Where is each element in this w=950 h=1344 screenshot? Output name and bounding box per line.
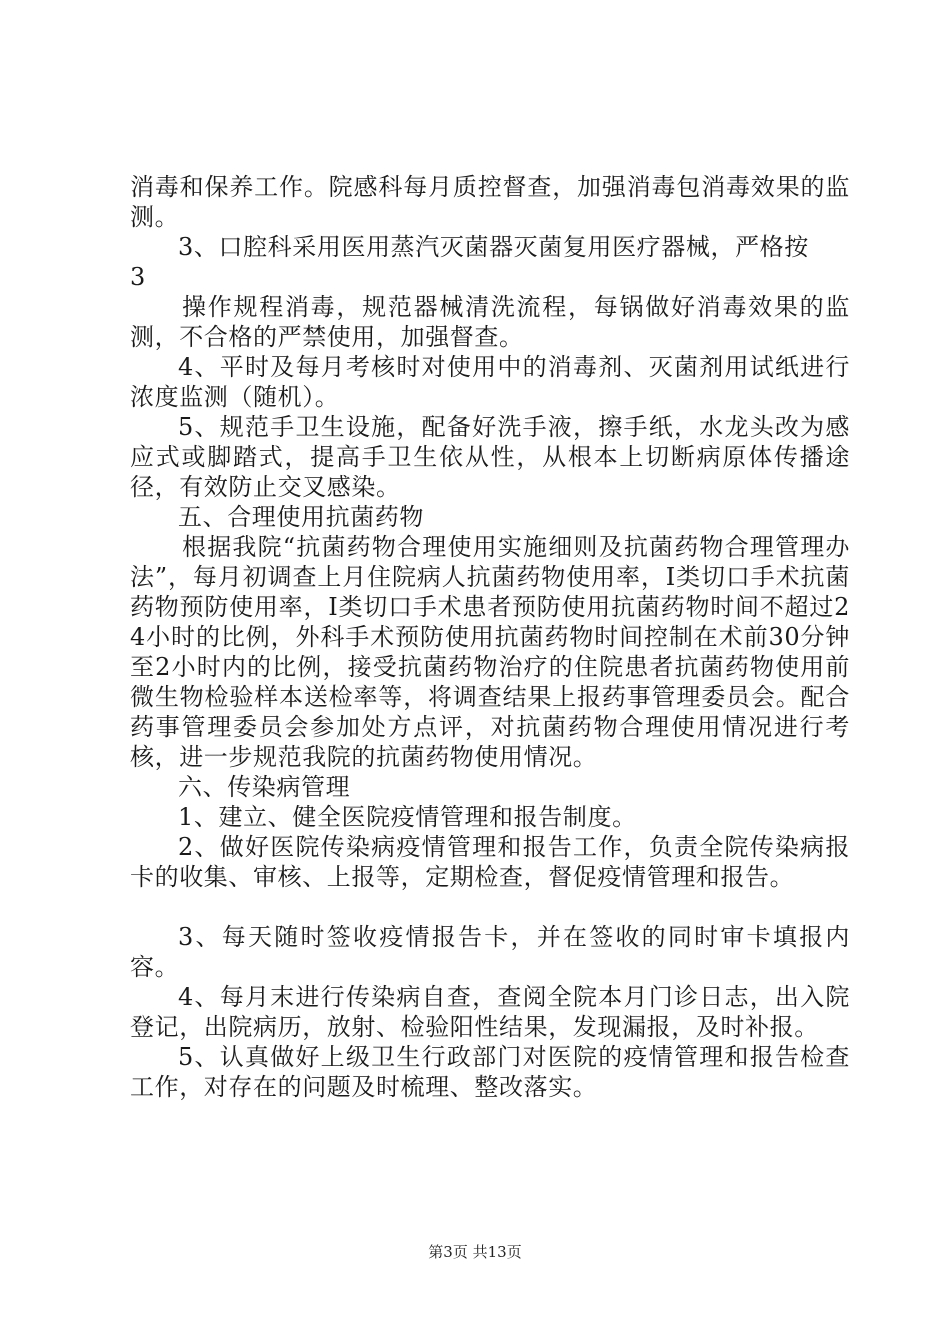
paragraph-item-3-dental: 3、口腔科采用医用蒸汽灭菌器灭菌复用医疗器械，严格按 xyxy=(178,233,809,261)
paragraph-antibiotics: 根据我院“抗菌药物合理使用实施细则及抗菌药物合理管理办法”，每月初调查上月住院病人抗菌药物使用率，Ⅰ类切口手术抗菌药物预防使用率，Ⅰ类切口手术患者预防使用抗菌药物时间不超过24小时的比例，外科手术预防使用抗菌药物时间控制在术前30分钟至2小时内的比例，接受抗菌药物治疗的住院患者抗菌药物使用前微生物检验样本送检率等，将调查结果上报药事管理委员会。配合药事管理委员会参加处方点评，对抗菌药物合理使用情况进行考核，进一步规范我院的抗菌药物使用情况。 xyxy=(130,533,850,771)
paragraph-item-5-hand-hygiene: 5、规范手卫生设施，配备好洗手液，擦手纸，水龙头改为感应式或脚踏式，提高手卫生依从性，从根本上切断病原体传播途径，有效防止交叉感染。 xyxy=(130,413,850,501)
paragraph-item-1-system: 1、建立、健全医院疫情管理和报告制度。 xyxy=(178,803,637,831)
paragraph-item-5-inspection: 5、认真做好上级卫生行政部门对医院的疫情管理和报告检查工作，对存在的问题及时梳理、整改落实。 xyxy=(130,1043,850,1101)
paragraph-continuation: 消毒和保养工作。院感科每月质控督查，加强消毒包消毒效果的监测。 xyxy=(130,173,850,231)
paragraph-item-2-reporting: 2、做好医院传染病疫情管理和报告工作，负责全院传染病报卡的收集、审核、上报等，定期检查，督促疫情管理和报告。 xyxy=(130,833,850,891)
paragraph-procedure: 操作规程消毒，规范器械清洗流程，每锅做好消毒效果的监测，不合格的严禁使用，加强督查。 xyxy=(130,293,850,351)
paragraph-item-4-concentration: 4、平时及每月考核时对使用中的消毒剂、灭菌剂用试纸进行浓度监测（随机）。 xyxy=(130,353,850,411)
stray-page-number: 3 xyxy=(130,263,146,291)
blank-line xyxy=(130,892,850,922)
paragraph-item-3-cards: 3、每天随时签收疫情报告卡，并在签收的同时审卡填报内容。 xyxy=(130,923,850,981)
page-footer: 第3页 共13页 xyxy=(428,1243,522,1261)
section-heading-antibiotics: 五、合理使用抗菌药物 xyxy=(178,503,424,531)
paragraph-item-4-self-check: 4、每月末进行传染病自查，查阅全院本月门诊日志，出入院登记，出院病历，放射、检验阳性结果，发现漏报，及时补报。 xyxy=(130,983,850,1041)
document-body xyxy=(130,172,850,1102)
section-heading-infectious-disease: 六、传染病管理 xyxy=(178,773,351,801)
